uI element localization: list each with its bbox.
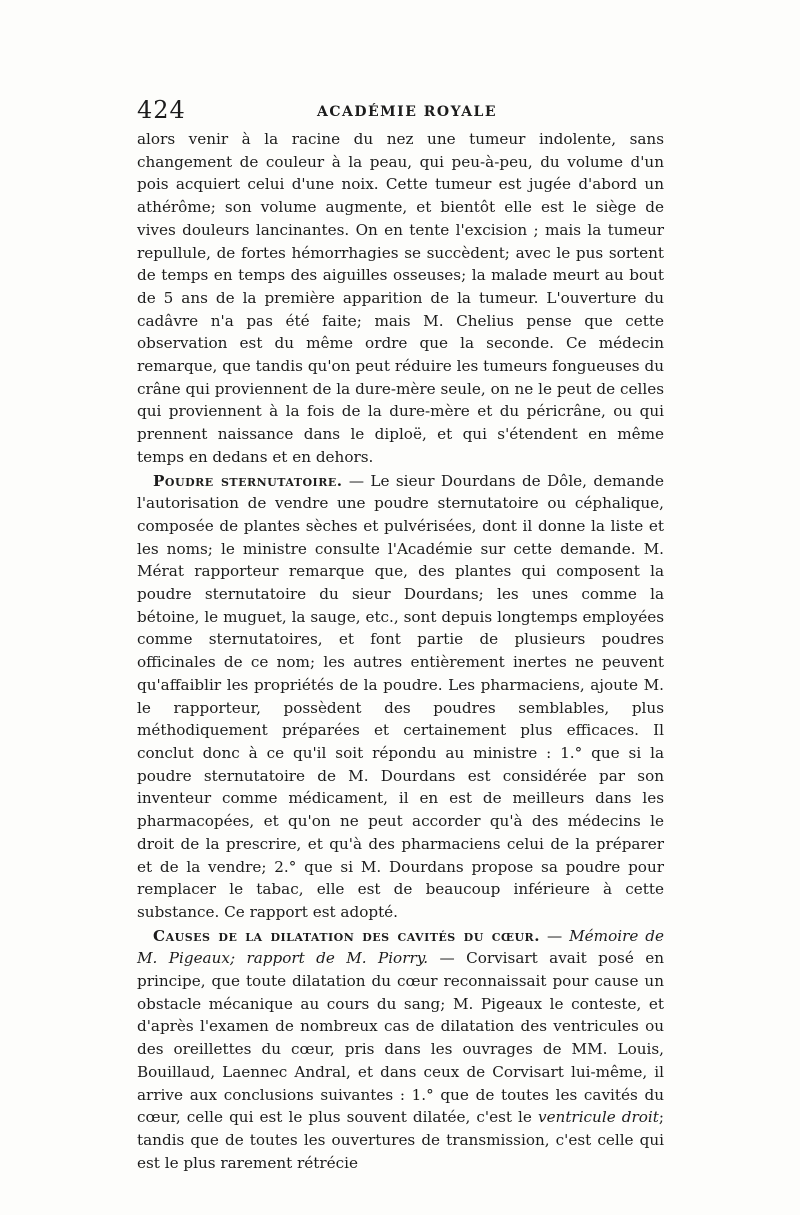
- paragraph-text-end: ; tandis que de toutes les ouvertures de transmission, c'est celle qui est le plus rarement rétrécie: [137, 1108, 664, 1172]
- paragraph-poudre-sternutatoire: [137, 470, 664, 924]
- page-header: [137, 96, 664, 126]
- page-number: 424: [137, 96, 186, 124]
- paragraph-dilatation-coeur: [137, 925, 664, 1175]
- paragraph-text: alors venir à la racine du nez une tumeur indolente, sans changement de couleur à la peau, qui peu-à-peu, du volume d'un pois acquiert celui d'une noix. Cette tumeur est jugée d'abord un athérôme; son volume augmente, et bientôt elle est le siège de vives douleurs lancinantes. On en tente l'excision ; mais la tumeur repullule, de fortes hémorrhagies se succèdent; avec le pus sortent de temps en temps des aiguilles osseuses; la malade meurt au bout de 5 ans de la première apparition de la tumeur. L'ouverture du cadâvre n'a pas été faite; mais M. Chelius pense que cette observation est du même ordre que la seconde. Ce médecin remarque, que tandis qu'on peut réduire les tumeurs fongueuses du crâne qui proviennent de la dure-mère seule, on ne le peut de celles qui proviennent à la fois de la dure-mère et du péricrâne, ou qui prennent naissance dans le diploë, et qui s'étendent en même temps en dedans et en dehors.: [137, 130, 664, 466]
- section-rubric: Poudre sternutatoire.: [153, 471, 343, 490]
- running-head: ACADÉMIE ROYALE: [317, 104, 498, 120]
- paragraph-text: — Le sieur Dourdans de Dôle, demande l'autorisation de vendre une poudre sternutatoire ou céphalique, composée de plantes sèches et pulvérisées, dont il donne la liste et les noms; le ministre consulte l'Académie sur cette demande. M. Mérat rapporteur remarque que, des plantes qui composent la poudre sternutatoire du sieur Dourdans; les unes comme la bétoine, le muguet, la sauge, etc., sont depuis longtemps employées comme sternutatoires, et font partie de plusieurs poudres officinales de ce nom; les autres entièrement inertes ne peuvent qu'affaiblir les propriétés de la poudre. Les pharmaciens, ajoute M. le rapporteur, possèdent des poudres semblables, plus méthodiquement préparées et certainement plus efficaces. Il conclut donc à ce qu'il soit répondu au ministre : 1.° que si la poudre sternutatoire de M. Dourdans est considérée par son inventeur comme médicament, il en est de meilleurs dans les pharmacopées, et qu'on ne peut accorder qu'à des médecins le droit de la prescrire, et qu'à des pharmaciens celui de la préparer et de la vendre; 2.° que si M. Dourdans propose sa poudre pour remplacer le tabac, elle est de beaucoup inférieure à cette substance. Ce rapport est adopté.: [137, 471, 665, 921]
- paragraph-text: — Corvisart avait posé en principe, que toute dilatation du cœur reconnaissait pour cause un obstacle mécanique au cours du sang; M. Pigeaux le conteste, et d'après l'examen de nombreux cas de dilatation des ventricules ou des oreillettes du cœur, pris dans les ouvrages de MM. Louis, Bouillaud, Laennec Andral, et dans ceux de Corvisart lui-même, il arrive aux conclusions suivantes : 1.° que de toutes les cavités du cœur, celle qui est le plus souvent dilatée, c'est le: [137, 949, 664, 1127]
- paragraph-tumeur-continuation: [137, 128, 664, 469]
- body-text: [137, 128, 664, 1174]
- emphasized-term: ventricule droit: [537, 1108, 659, 1127]
- rubric-dash: —: [539, 926, 570, 945]
- memoir-title: Mémoire de M. Pigeaux; rapport de M. Piorry.: [137, 926, 664, 968]
- section-rubric: Causes de la dilatation des cavités du cœur.: [153, 926, 540, 945]
